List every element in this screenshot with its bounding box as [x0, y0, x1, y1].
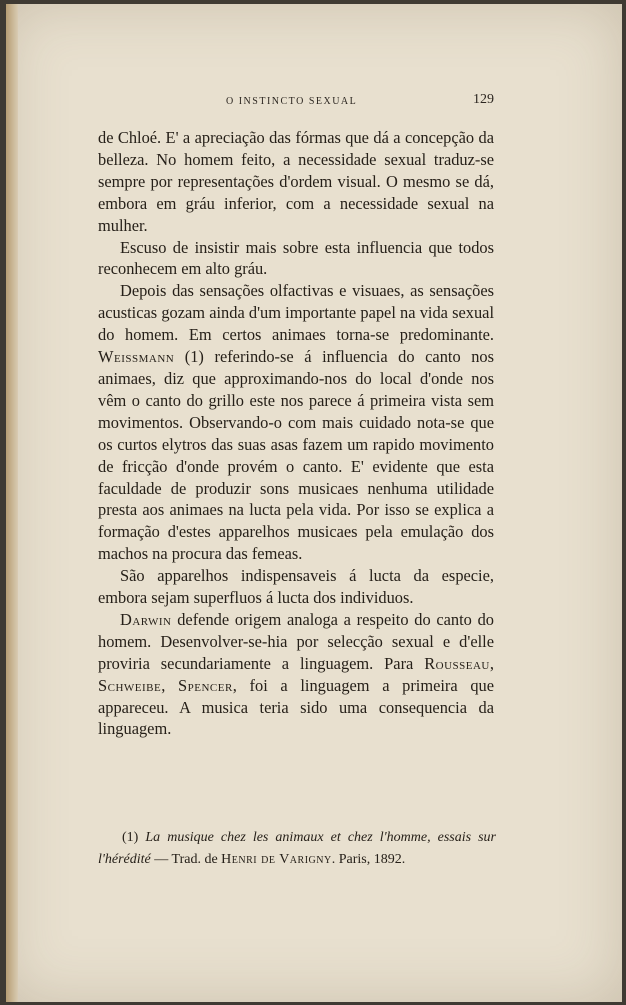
paragraph: Escuso de insistir mais sobre esta influencia que todos reconhecem em alto gráu.	[98, 237, 494, 279]
paragraph	[98, 609, 494, 740]
author-name: Spencer	[178, 675, 233, 695]
running-title: O INSTINCTO SEXUAL	[226, 96, 358, 107]
footnote-text: . Paris, 1892.	[331, 852, 406, 867]
page-number: 129	[473, 92, 494, 107]
translator-name: Henri de Varigny	[221, 852, 332, 867]
paragraph	[98, 280, 494, 565]
punctuation: ,	[161, 675, 166, 695]
paragraph: São apparelhos indispensaveis á lucta da especie, embora sejam superfluos á lucta dos individuos.	[98, 566, 494, 608]
author-name: Darwin	[120, 609, 172, 629]
paragraph-text: , foi a linguagem a primeira que appareceu. A musica teria sido uma consequencia da linguagem.	[98, 675, 494, 739]
punctuation: ,	[489, 653, 494, 673]
paragraph-text: referindo-se á influencia do canto nos animaes, diz que approximando-nos do local d'onde nos vêm o canto do grillo este nos parece á primeira vista sem movimentos. Observando-o com mais cuidado nota-se que os curtos elytros das suas asas fazem um rapido movimento de fricção d'onde provém o canto. E' evidente que esta faculdade de produzir sons musicaes nenhuma utilidade presta aos animaes na lucta pela vida. Por isso se explica a formação d'estes apparelhos musicaes pela emulação dos machos na procura das femeas.	[98, 347, 494, 564]
paragraph: de Chloé. E' a apreciação das fórmas que dá a concepção da belleza. No homem feito, a necessidade sexual traduz-se sempre por representações d'ordem visual. O mesmo se dá, embora em gráu inferior, com a necessidade sexual na mulher.	[98, 128, 494, 235]
author-name: Weissmann	[98, 347, 175, 367]
body-text	[98, 127, 494, 740]
footnote-ref: (1)	[184, 347, 204, 367]
book-page	[6, 4, 622, 1002]
footnote	[98, 827, 496, 871]
author-name: Schweibe	[98, 675, 162, 695]
footnote-number: (1)	[122, 830, 139, 845]
footnote-title: La musique chez les animaux et chez l'homme, essais sur l'hérédité	[98, 830, 497, 867]
author-name: Rousseau	[424, 653, 490, 673]
page-spine-edge	[6, 4, 18, 1002]
paragraph-text: defende origem analoga a respeito do canto do homem. Desenvolver-se-hia por selecção sexual e d'elle proviria secundariamente a linguagem. Para	[98, 609, 494, 673]
paragraph-text: Depois das sensações olfactivas e visuaes, as sensações acusticas gozam ainda d'um importante papel na vida sexual do homem. Em certos animaes torna-se predominante.	[98, 281, 494, 345]
footnote-text: — Trad. de	[154, 852, 218, 867]
